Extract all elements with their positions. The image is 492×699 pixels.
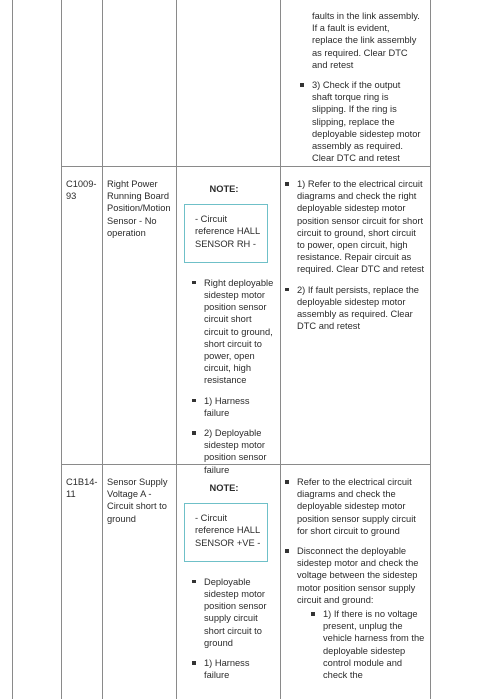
cause-item: Right deployable sidestep motor position sensor circuit short circuit to ground, short circuit to power, open circuit, high resistance [192,277,276,387]
note-title: NOTE: [209,483,239,493]
action-item: 3) Check if the output shaft torque ring is slipping. If the ring is slipping, replace the deployable sidestep motor assembly as required. Clear DTC and retest [300,79,422,164]
table-row-2-causes [180,482,276,689]
column-divider [280,0,281,699]
table-border-left [12,0,13,699]
table-row-1-actions [285,178,425,340]
column-divider [102,0,103,699]
column-divider [61,0,62,699]
table-row-0-actions [286,10,422,172]
column-divider [176,0,177,699]
cause-item: 1) Harness failure [192,395,276,419]
action-item: 1) Refer to the electrical circuit diagrams and check the right deployable sidestep motor position sensor circuit for short circuit to ground, short circuit to power, open circuit, high resistance. Repair circuit as required. Clear DTC and retest [285,178,425,276]
table-border-right [430,0,431,699]
note-box [184,204,268,263]
note-text: - Circuit reference HALL SENSOR RH - [195,214,260,249]
cause-item: 2) Deployable sidestep motor position sensor failure [192,427,276,476]
dtc-description: Right Power Running Board Position/Motion Sensor - No operation [107,179,171,238]
action-item: 2) If fault persists, replace the deployable sidestep motor assembly as required. Clear DTC and retest [285,284,425,333]
dtc-description: Sensor Supply Voltage A - Circuit short to ground [107,477,168,524]
table-row-1-causes [180,183,276,484]
action-item: Refer to the electrical circuit diagrams and check the deployable sidestep motor position sensor supply circuit for short circuit to ground [285,476,425,537]
cause-item: 1) Harness failure [192,657,276,681]
action-item [285,545,425,681]
action-text: Disconnect the deployable sidestep motor and check the voltage between the sidestep motor position sensor supply circuit and ground: [297,546,419,605]
action-sub-item: 1) If there is no voltage present, unplug the vehicle harness from the deployable sidestep control module and check the [311,608,425,681]
cause-item: Deployable sidestep motor position sensor supply circuit short circuit to ground [192,576,276,649]
note-text: - Circuit reference HALL SENSOR +VE - [195,513,261,548]
note-box [184,503,268,562]
action-continuation: faults in the link assembly. If a fault is evident, replace the link assembly as required. Clear DTC and retest [312,11,420,70]
table-row-2-actions [285,476,425,687]
dtc-code: C1009-93 [66,179,97,202]
dtc-code: C1B14-11 [66,477,98,500]
note-title: NOTE: [209,184,239,194]
